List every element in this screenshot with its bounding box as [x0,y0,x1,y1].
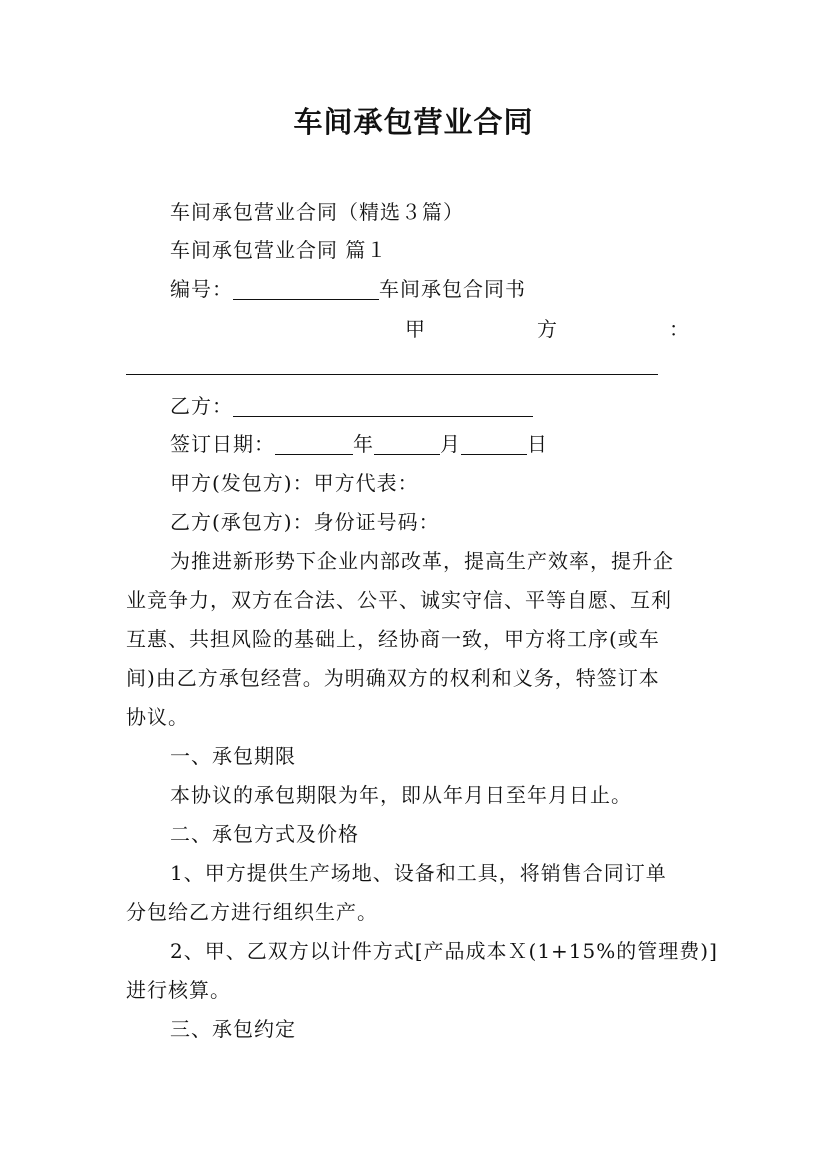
section2-heading: 二、承包方式及价格 [170,822,359,846]
party-b-blank [233,390,533,417]
month-char: 月 [440,432,461,456]
party-a-char-2: 方 [537,317,558,341]
intro-line-2: 业竞争力，双方在合法、公平、诚实守信、平等自愿、互利 [126,588,672,612]
section3-heading: 三、承包约定 [170,1017,296,1041]
party-a-blank [126,374,658,375]
year-char: 年 [353,432,374,456]
party-b-label: 乙方： [170,394,233,418]
intro-line-1: 为推进新形势下企业内部改革，提高生产效率，提升企 [170,549,674,573]
intro-line-3: 互惠、共担风险的基础上，经协商一致，甲方将工序(或车 [126,627,660,651]
party-a-char-3: ： [669,317,690,341]
sign-date-line [170,425,770,463]
party-b-line [170,387,770,425]
party-a-detail: 甲方(发包方)：甲方代表： [170,471,419,495]
part-heading: 车间承包营业合同 篇１ [170,238,388,262]
day-blank [461,428,527,455]
number-blank [233,273,379,300]
party-a-line [405,310,690,348]
document-subtitle: 车间承包营业合同（精选３篇） [170,200,464,224]
clause1-line-2: 分包给乙方进行组织生产。 [126,900,378,924]
contract-number-line [170,270,770,308]
section1-text: 本协议的承包期限为年，即从年月日至年月日止。 [170,783,632,807]
clause2-line-2: 进行核算。 [126,978,231,1002]
intro-line-4: 间)由乙方承包经营。为明确双方的权利和义务，特签订本 [126,666,660,690]
number-suffix: 车间承包合同书 [379,277,526,301]
document-title: 车间承包营业合同 [293,105,534,139]
number-label: 编号： [170,277,233,301]
intro-line-5: 协议。 [126,705,189,729]
year-blank [275,428,353,455]
party-a-char-1: 甲 [405,317,426,341]
clause2-line-1: 2、甲、乙双方以计件方式[产品成本Ｘ(1+15%的管理费)] [170,939,718,963]
day-char: 日 [527,432,548,456]
sign-date-label: 签订日期： [170,432,275,456]
party-b-detail: 乙方(承包方)：身份证号码： [170,510,440,534]
section1-heading: 一、承包期限 [170,744,296,768]
month-blank [374,428,440,455]
clause1-line-1: 1、甲方提供生产场地、设备和工具，将销售合同订单 [170,861,667,885]
